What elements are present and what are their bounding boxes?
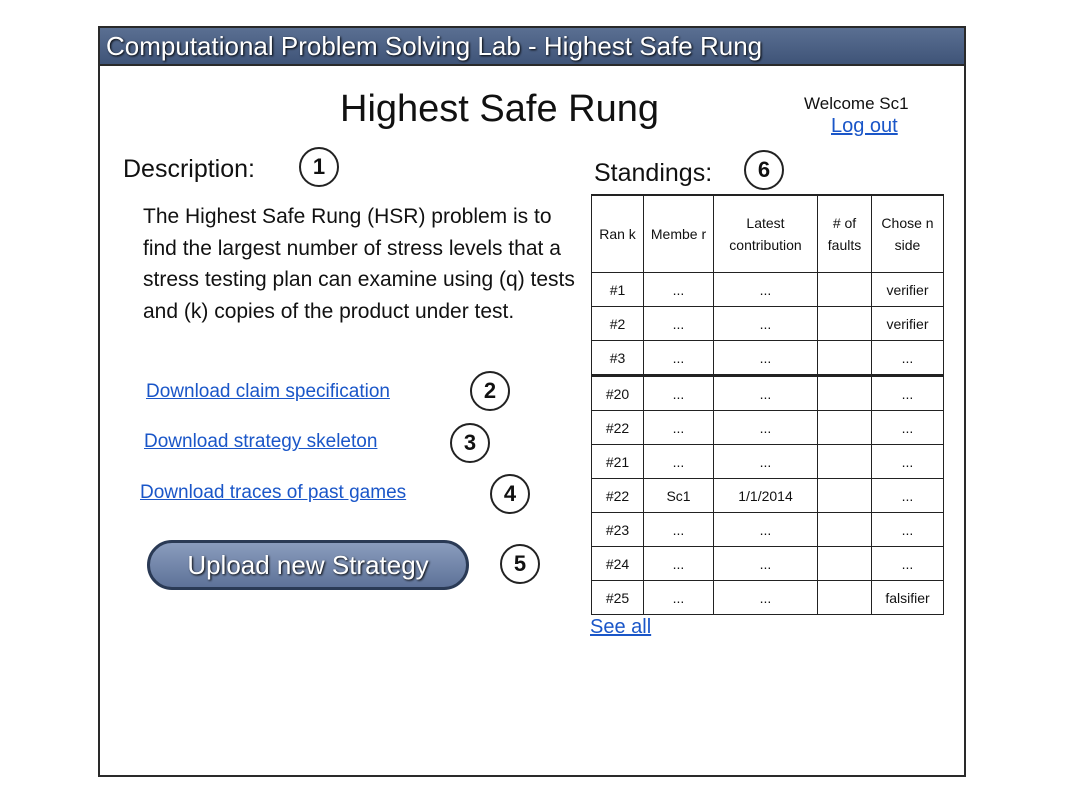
standings-cell: #21 (592, 445, 644, 479)
download-strategy-skeleton-link[interactable]: Download strategy skeleton (144, 431, 378, 452)
standings-cell: #20 (592, 376, 644, 411)
marker-6: 6 (744, 150, 784, 190)
standings-cell: ... (644, 376, 714, 411)
standings-cell: #23 (592, 513, 644, 547)
standings-cell: #22 (592, 411, 644, 445)
standings-cell: verifier (872, 307, 944, 341)
standings-cell (818, 273, 872, 307)
standings-cell: ... (872, 513, 944, 547)
standings-cell (818, 581, 872, 615)
standings-cell: ... (644, 513, 714, 547)
standings-row (592, 376, 944, 411)
standings-cell: ... (714, 307, 818, 341)
standings-row (592, 307, 944, 341)
standings-cell: #1 (592, 273, 644, 307)
marker-2: 2 (470, 371, 510, 411)
standings-cell: 1/1/2014 (714, 479, 818, 513)
standings-cell: ... (714, 273, 818, 307)
standings-cell (818, 513, 872, 547)
standings-cell (818, 307, 872, 341)
standings-cell (818, 445, 872, 479)
column-header: # of faults (818, 195, 872, 273)
standings-cell: ... (714, 341, 818, 376)
standings-cell: ... (644, 547, 714, 581)
standings-cell: ... (872, 376, 944, 411)
standings-cell: #2 (592, 307, 644, 341)
header-banner (100, 28, 964, 66)
standings-row (592, 445, 944, 479)
standings-cell: ... (644, 411, 714, 445)
standings-cell: ... (714, 445, 818, 479)
standings-row (592, 273, 944, 307)
standings-cell: ... (644, 307, 714, 341)
standings-header-row (592, 195, 944, 273)
standings-row (592, 581, 944, 615)
standings-cell (818, 376, 872, 411)
column-header: Membe r (644, 195, 714, 273)
column-header: Chose n side (872, 195, 944, 273)
marker-1: 1 (299, 147, 339, 187)
page-title: Highest Safe Rung (340, 88, 659, 130)
standings-cell: ... (872, 341, 944, 376)
column-header: Ran k (592, 195, 644, 273)
standings-cell (818, 411, 872, 445)
standings-cell: ... (644, 445, 714, 479)
standings-cell: ... (872, 547, 944, 581)
standings-row (592, 513, 944, 547)
description-text: The Highest Safe Rung (HSR) problem is to find the largest number of stress levels that a stress testing plan can examine using (q) tests and (k) copies of the product under test. (143, 205, 575, 323)
standings-row (592, 341, 944, 376)
see-all-link[interactable]: See all (590, 616, 652, 638)
standings-table (591, 194, 944, 615)
standings-cell (818, 547, 872, 581)
download-traces-link[interactable]: Download traces of past games (140, 482, 407, 503)
standings-cell: ... (644, 581, 714, 615)
standings-cell: ... (644, 341, 714, 376)
standings-cell: ... (714, 376, 818, 411)
standings-cell: Sc1 (644, 479, 714, 513)
standings-heading: Standings: (594, 159, 713, 187)
marker-5: 5 (500, 544, 540, 584)
download-claim-spec-link[interactable]: Download claim specification (146, 381, 390, 402)
standings-cell: ... (714, 547, 818, 581)
standings-cell (818, 341, 872, 376)
banner-title: Computational Problem Solving Lab - Highest Safe Rung (106, 31, 763, 61)
standings-cell: ... (714, 581, 818, 615)
standings-cell: ... (872, 445, 944, 479)
standings-cell: #24 (592, 547, 644, 581)
column-header: Latest contribution (714, 195, 818, 273)
standings-cell: ... (872, 411, 944, 445)
standings-cell: #25 (592, 581, 644, 615)
standings-cell: verifier (872, 273, 944, 307)
standings-cell: ... (714, 411, 818, 445)
standings-cell: ... (714, 513, 818, 547)
logout-link[interactable]: Log out (831, 115, 898, 137)
welcome-text: Welcome Sc1 (804, 94, 909, 113)
standings-cell: falsifier (872, 581, 944, 615)
main-frame (98, 26, 966, 777)
marker-3: 3 (450, 423, 490, 463)
standings-cell: #3 (592, 341, 644, 376)
standings-row (592, 411, 944, 445)
standings-cell: ... (872, 479, 944, 513)
standings-cell: #22 (592, 479, 644, 513)
description-heading: Description: (123, 155, 255, 183)
standings-cell: ... (644, 273, 714, 307)
standings-row (592, 479, 944, 513)
marker-4: 4 (490, 474, 530, 514)
upload-strategy-button[interactable]: Upload new Strategy (147, 540, 469, 590)
standings-cell (818, 479, 872, 513)
standings-row (592, 547, 944, 581)
